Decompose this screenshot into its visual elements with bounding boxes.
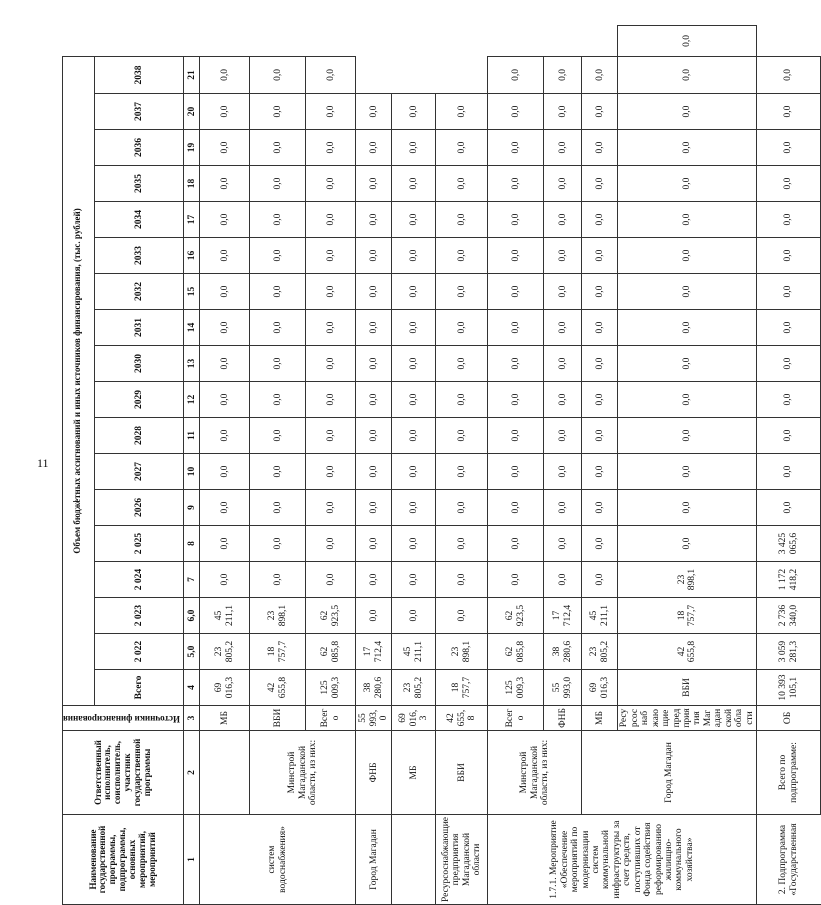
row-value: 0,0 bbox=[392, 418, 436, 454]
row-value: 0,0 bbox=[436, 526, 488, 562]
row-value: 0,0 bbox=[618, 56, 757, 93]
row-value: 0,0 bbox=[200, 526, 250, 562]
row-value: 0,0 bbox=[582, 562, 618, 598]
column-number: 11 bbox=[184, 418, 200, 454]
row-value: 0,0 bbox=[436, 238, 488, 274]
row-value: 0,0 bbox=[356, 166, 392, 202]
row-value: 0,0 bbox=[757, 310, 821, 346]
row-value: 0,0 bbox=[757, 274, 821, 310]
column-number: 15 bbox=[184, 274, 200, 310]
row-value: 0,0 bbox=[306, 238, 356, 274]
row-value: 0,0 bbox=[582, 310, 618, 346]
row-value: 0,0 bbox=[436, 562, 488, 598]
row-value: 0,0 bbox=[356, 238, 392, 274]
column-number: 7 bbox=[184, 562, 200, 598]
table-row bbox=[488, 26, 544, 905]
row-value: 0,0 bbox=[392, 94, 436, 130]
row-value: 0,0 bbox=[618, 274, 757, 310]
row-value: 0,0 bbox=[356, 454, 392, 490]
row-value: 0,0 bbox=[250, 526, 306, 562]
row-total: 10 393 105,1 bbox=[757, 670, 821, 706]
row-total: 125 009,3 bbox=[306, 670, 356, 706]
row-value: 18 757,7 bbox=[436, 670, 488, 706]
row-value: 0,0 bbox=[544, 166, 582, 202]
row-value: 0,0 bbox=[488, 346, 544, 382]
row-value: 45 211,1 bbox=[200, 598, 250, 634]
row-executor: Город Магадан bbox=[356, 815, 392, 905]
row-executor bbox=[200, 731, 250, 815]
row-value: 0,0 bbox=[200, 202, 250, 238]
row-value: 0,0 bbox=[306, 166, 356, 202]
row-value: 0,0 bbox=[757, 418, 821, 454]
header-year: 2029 bbox=[94, 382, 184, 418]
row-value: 0,0 bbox=[392, 562, 436, 598]
row-value: 0,0 bbox=[250, 56, 306, 93]
row-value: 38 280,6 bbox=[356, 670, 392, 706]
row-name: систем водоснабжения» bbox=[200, 815, 356, 905]
row-value: 0,0 bbox=[392, 130, 436, 166]
row-source: Всего bbox=[488, 706, 544, 731]
row-value: 45 211,1 bbox=[582, 598, 618, 634]
row-value: 0,0 bbox=[392, 238, 436, 274]
row-value: 0,0 bbox=[200, 418, 250, 454]
row-value: 0,0 bbox=[306, 130, 356, 166]
column-number: 18 bbox=[184, 166, 200, 202]
row-value: 0,0 bbox=[436, 310, 488, 346]
row-value: 0,0 bbox=[488, 490, 544, 526]
row-value: 0,0 bbox=[306, 454, 356, 490]
row-value: 62 085,8 bbox=[488, 634, 544, 670]
row-value: 23 898,1 bbox=[250, 598, 306, 634]
header-year: 2036 bbox=[94, 130, 184, 166]
row-executor: Город Магадан bbox=[582, 731, 757, 815]
row-value: 0,0 bbox=[436, 418, 488, 454]
row-value: 0,0 bbox=[544, 562, 582, 598]
row-executor: Всего по подпрограмме: bbox=[757, 731, 821, 815]
row-value: 0,0 bbox=[618, 418, 757, 454]
row-value: 0,0 bbox=[306, 202, 356, 238]
row-value: 0,0 bbox=[356, 94, 392, 130]
row-value: 0,0 bbox=[200, 130, 250, 166]
row-source: ВБИ bbox=[250, 706, 306, 731]
row-total: 125 009,3 bbox=[488, 670, 544, 706]
row-value: 0,0 bbox=[488, 166, 544, 202]
row-source: МБ bbox=[582, 706, 618, 731]
row-executor: Ресурсоснабжающие предприятия Магаданской области bbox=[618, 706, 757, 731]
header-year: 2034 bbox=[94, 202, 184, 238]
row-value: 0,0 bbox=[582, 418, 618, 454]
row-value: 0,0 bbox=[757, 454, 821, 490]
row-value: 23 805,2 bbox=[582, 634, 618, 670]
row-value: 0,0 bbox=[392, 274, 436, 310]
row-value: 0,0 bbox=[436, 454, 488, 490]
row-value: 0,0 bbox=[544, 238, 582, 274]
row-value: 0,0 bbox=[618, 490, 757, 526]
column-number: 9 bbox=[184, 490, 200, 526]
row-value: 0,0 bbox=[306, 526, 356, 562]
row-value: 0,0 bbox=[582, 56, 618, 93]
row-value: 0,0 bbox=[488, 382, 544, 418]
row-value: 0,0 bbox=[200, 562, 250, 598]
row-value: 0,0 bbox=[757, 382, 821, 418]
row-value: 0,0 bbox=[306, 56, 356, 93]
header-year: 2031 bbox=[94, 310, 184, 346]
row-value: 0,0 bbox=[356, 382, 392, 418]
row-value: 0,0 bbox=[436, 382, 488, 418]
column-number: 19 bbox=[184, 130, 200, 166]
table-row bbox=[250, 26, 306, 905]
row-value: 0,0 bbox=[200, 56, 250, 93]
row-value: 0,0 bbox=[436, 274, 488, 310]
row-value: 0,0 bbox=[250, 490, 306, 526]
row-value: 0,0 bbox=[250, 346, 306, 382]
row-value: 0,0 bbox=[488, 94, 544, 130]
row-executor: Ресурсоснабжающие предприятия Магаданской области bbox=[436, 815, 488, 905]
row-executor: Минстрой Магаданской области, из них: bbox=[250, 731, 356, 815]
row-executor: Минстрой Магаданской области, из них: bbox=[488, 731, 582, 815]
header-year: 2030 bbox=[94, 346, 184, 382]
row-value: 0,0 bbox=[250, 454, 306, 490]
row-value: 0,0 bbox=[250, 130, 306, 166]
row-value: 62 085,8 bbox=[306, 634, 356, 670]
row-value: 0,0 bbox=[582, 238, 618, 274]
row-value: 0,0 bbox=[356, 130, 392, 166]
row-value: 0,0 bbox=[356, 418, 392, 454]
row-value: 0,0 bbox=[757, 490, 821, 526]
table-row bbox=[392, 26, 436, 905]
row-value: 0,0 bbox=[488, 130, 544, 166]
row-value: 0,0 bbox=[488, 56, 544, 93]
row-value: 0,0 bbox=[618, 202, 757, 238]
row-name: 1.7.1. Мероприятие «Обеспечение мероприятий по модернизации систем коммунальной инфраструктуры за счет средств, поступивших от Фонда содействия реформированию жилищно-коммунального хозяйства» bbox=[488, 815, 757, 905]
row-value: 0,0 bbox=[436, 166, 488, 202]
row-value: 0,0 bbox=[200, 454, 250, 490]
row-value: 0,0 bbox=[392, 526, 436, 562]
row-value: 0,0 bbox=[488, 238, 544, 274]
row-value: 0,0 bbox=[582, 166, 618, 202]
row-value: 1 172 418,2 bbox=[757, 562, 821, 598]
column-number: 1 bbox=[184, 815, 200, 905]
row-value: 0,0 bbox=[618, 94, 757, 130]
header-year: 2 022 bbox=[94, 634, 184, 670]
row-value: 0,0 bbox=[436, 490, 488, 526]
row-value: 0,0 bbox=[582, 526, 618, 562]
row-value: 23 805,2 bbox=[200, 634, 250, 670]
row-value: 38 280,6 bbox=[544, 634, 582, 670]
row-name: 2. Подпрограмма «Государственная bbox=[757, 815, 821, 905]
row-value: 0,0 bbox=[356, 202, 392, 238]
row-value: 0,0 bbox=[250, 166, 306, 202]
header-sources bbox=[63, 706, 184, 731]
row-value: 0,0 bbox=[488, 202, 544, 238]
row-value: 0,0 bbox=[200, 166, 250, 202]
row-value: 0,0 bbox=[200, 310, 250, 346]
row-value: 0,0 bbox=[582, 346, 618, 382]
row-value: 0,0 bbox=[544, 94, 582, 130]
column-number: 6,0 bbox=[184, 598, 200, 634]
column-number: 16 bbox=[184, 238, 200, 274]
header-year: 2035 bbox=[94, 166, 184, 202]
table-row bbox=[757, 26, 821, 905]
row-value: 0,0 bbox=[356, 526, 392, 562]
row-value: 23 898,1 bbox=[618, 562, 757, 598]
row-value: 0,0 bbox=[618, 310, 757, 346]
row-value: 0,0 bbox=[392, 166, 436, 202]
row-value: 0,0 bbox=[488, 274, 544, 310]
row-source: ФНБ bbox=[356, 731, 392, 815]
row-value: 0,0 bbox=[582, 202, 618, 238]
row-value: 0,0 bbox=[544, 274, 582, 310]
row-value: 0,0 bbox=[306, 418, 356, 454]
row-value: 0,0 bbox=[306, 382, 356, 418]
row-value: 0,0 bbox=[436, 346, 488, 382]
row-total: 42 655,8 bbox=[618, 634, 757, 670]
row-value: 0,0 bbox=[392, 346, 436, 382]
row-value: 0,0 bbox=[618, 526, 757, 562]
row-value: 0,0 bbox=[582, 382, 618, 418]
row-value: 0,0 bbox=[488, 454, 544, 490]
column-number: 8 bbox=[184, 526, 200, 562]
column-number: 21 bbox=[184, 56, 200, 93]
row-value: 0,0 bbox=[757, 202, 821, 238]
row-value: 45 211,1 bbox=[392, 634, 436, 670]
row-value: 62 923,5 bbox=[488, 598, 544, 634]
row-value: 0,0 bbox=[306, 346, 356, 382]
row-value: 0,0 bbox=[250, 310, 306, 346]
row-value: 0,0 bbox=[306, 562, 356, 598]
row-value: 0,0 bbox=[356, 274, 392, 310]
row-value: 0,0 bbox=[618, 238, 757, 274]
header-sources-text: Источники финансирования bbox=[63, 713, 180, 724]
row-value: 0,0 bbox=[200, 94, 250, 130]
row-value: 0,0 bbox=[392, 382, 436, 418]
row-value: 0,0 bbox=[392, 310, 436, 346]
row-value: 0,0 bbox=[356, 490, 392, 526]
table-row bbox=[200, 26, 250, 905]
row-value: 0,0 bbox=[618, 166, 757, 202]
row-value: 23 805,2 bbox=[392, 670, 436, 706]
header-year: 2037 bbox=[94, 94, 184, 130]
column-number: 20 bbox=[184, 94, 200, 130]
header-year: 2033 bbox=[94, 238, 184, 274]
row-value: 0,0 bbox=[200, 238, 250, 274]
financing-table bbox=[62, 25, 821, 905]
row-total: 69 016,3 bbox=[392, 706, 436, 731]
header-volume: Объем бюджетных ассигнований и иных источников финансирования, (тыс. рублей) bbox=[63, 56, 95, 705]
row-value: 0,0 bbox=[436, 598, 488, 634]
column-number: 5,0 bbox=[184, 634, 200, 670]
row-executor bbox=[392, 815, 436, 905]
header-year: 2 023 bbox=[94, 598, 184, 634]
row-value: 18 757,7 bbox=[618, 598, 757, 634]
row-value: 0,0 bbox=[757, 130, 821, 166]
row-total: 55 993,0 bbox=[544, 670, 582, 706]
table-row bbox=[356, 26, 392, 905]
row-total: 55 993,0 bbox=[356, 706, 392, 731]
row-total: 69 016,3 bbox=[200, 670, 250, 706]
row-source: МБ bbox=[392, 731, 436, 815]
row-value: 0,0 bbox=[544, 310, 582, 346]
column-number: 4 bbox=[184, 670, 200, 706]
row-value: 0,0 bbox=[544, 130, 582, 166]
row-value: 3 059 281,3 bbox=[757, 634, 821, 670]
row-total: 42 655,8 bbox=[250, 670, 306, 706]
row-value: 0,0 bbox=[200, 274, 250, 310]
row-source: Всего bbox=[306, 706, 356, 731]
header-year: 2 025 bbox=[94, 526, 184, 562]
row-value: 0,0 bbox=[436, 130, 488, 166]
column-number: 10 bbox=[184, 454, 200, 490]
row-value: 0,0 bbox=[618, 346, 757, 382]
row-value: 0,0 bbox=[757, 238, 821, 274]
row-value: 0,0 bbox=[544, 454, 582, 490]
row-value: 0,0 bbox=[306, 490, 356, 526]
row-value: 0,0 bbox=[250, 418, 306, 454]
column-number: 17 bbox=[184, 202, 200, 238]
row-value: 0,0 bbox=[582, 454, 618, 490]
row-value: 0,0 bbox=[582, 94, 618, 130]
row-value: 0,0 bbox=[250, 382, 306, 418]
row-value: 0,0 bbox=[392, 202, 436, 238]
row-value: 0,0 bbox=[757, 94, 821, 130]
row-value: 0,0 bbox=[544, 56, 582, 93]
row-value: 62 923,5 bbox=[306, 598, 356, 634]
column-number: 3 bbox=[184, 706, 200, 731]
row-value: 0,0 bbox=[488, 310, 544, 346]
row-value: 0,0 bbox=[488, 526, 544, 562]
row-value: 0,0 bbox=[436, 94, 488, 130]
row-value: 0,0 bbox=[200, 346, 250, 382]
row-value: 17 712,4 bbox=[544, 598, 582, 634]
row-value: 0,0 bbox=[757, 56, 821, 93]
row-value: 0,0 bbox=[618, 382, 757, 418]
row-value: 0,0 bbox=[582, 130, 618, 166]
row-value: 0,0 bbox=[356, 598, 392, 634]
row-value: 0,0 bbox=[306, 310, 356, 346]
row-value: 0,0 bbox=[488, 418, 544, 454]
row-value: 0,0 bbox=[757, 346, 821, 382]
row-value: 0,0 bbox=[250, 94, 306, 130]
column-number: 12 bbox=[184, 382, 200, 418]
row-value: 0,0 bbox=[306, 94, 356, 130]
row-source: ВБИ bbox=[618, 670, 757, 706]
row-value: 0,0 bbox=[544, 202, 582, 238]
header-year: 2 024 bbox=[94, 562, 184, 598]
row-value: 2 736 340,0 bbox=[757, 598, 821, 634]
row-value: 0,0 bbox=[392, 490, 436, 526]
row-value: 0,0 bbox=[618, 26, 757, 57]
header-year: 2038 bbox=[94, 56, 184, 93]
row-value: 0,0 bbox=[582, 274, 618, 310]
row-value: 0,0 bbox=[488, 562, 544, 598]
row-value: 17 712,4 bbox=[356, 634, 392, 670]
row-source: МБ bbox=[200, 706, 250, 731]
row-value: 3 425 065,6 bbox=[757, 526, 821, 562]
row-value: 0,0 bbox=[618, 454, 757, 490]
column-number: 2 bbox=[184, 731, 200, 815]
row-value: 0,0 bbox=[200, 490, 250, 526]
row-value: 0,0 bbox=[250, 274, 306, 310]
header-total: Всего bbox=[94, 670, 184, 706]
row-value: 0,0 bbox=[200, 382, 250, 418]
row-value: 0,0 bbox=[392, 598, 436, 634]
row-value: 0,0 bbox=[250, 562, 306, 598]
row-value: 0,0 bbox=[356, 346, 392, 382]
row-value: 0,0 bbox=[356, 310, 392, 346]
row-value: 0,0 bbox=[436, 202, 488, 238]
row-value: 0,0 bbox=[306, 274, 356, 310]
column-number: 14 bbox=[184, 310, 200, 346]
header-year: 2032 bbox=[94, 274, 184, 310]
row-value: 0,0 bbox=[582, 490, 618, 526]
row-source: ОБ bbox=[757, 706, 821, 731]
header-year: 2026 bbox=[94, 490, 184, 526]
page-number: 11 bbox=[37, 456, 49, 470]
table-row bbox=[436, 26, 488, 905]
column-number: 13 bbox=[184, 346, 200, 382]
row-total: 42 655,8 bbox=[436, 706, 488, 731]
row-value: 0,0 bbox=[544, 382, 582, 418]
row-value: 0,0 bbox=[544, 526, 582, 562]
table-row bbox=[582, 26, 618, 905]
row-value: 18 757,7 bbox=[250, 634, 306, 670]
row-value: 0,0 bbox=[544, 418, 582, 454]
row-source: ВБИ bbox=[436, 731, 488, 815]
row-value: 0,0 bbox=[757, 166, 821, 202]
row-total: 69 016,3 bbox=[582, 670, 618, 706]
header-executor: Ответственный исполнитель, соисполнитель, участник государственной программы bbox=[63, 731, 184, 815]
row-value: 0,0 bbox=[618, 130, 757, 166]
header-year: 2028 bbox=[94, 418, 184, 454]
row-value: 0,0 bbox=[392, 454, 436, 490]
row-value: 0,0 bbox=[544, 346, 582, 382]
row-value: 0,0 bbox=[356, 562, 392, 598]
row-value: 23 898,1 bbox=[436, 634, 488, 670]
row-value: 0,0 bbox=[250, 202, 306, 238]
row-value: 0,0 bbox=[250, 238, 306, 274]
row-value: 0,0 bbox=[544, 490, 582, 526]
row-source: ФНБ bbox=[544, 706, 582, 731]
header-year: 2027 bbox=[94, 454, 184, 490]
header-name: Наименование государственной программы, подпрограммы, основных мероприятий, мероприятий bbox=[63, 815, 184, 905]
